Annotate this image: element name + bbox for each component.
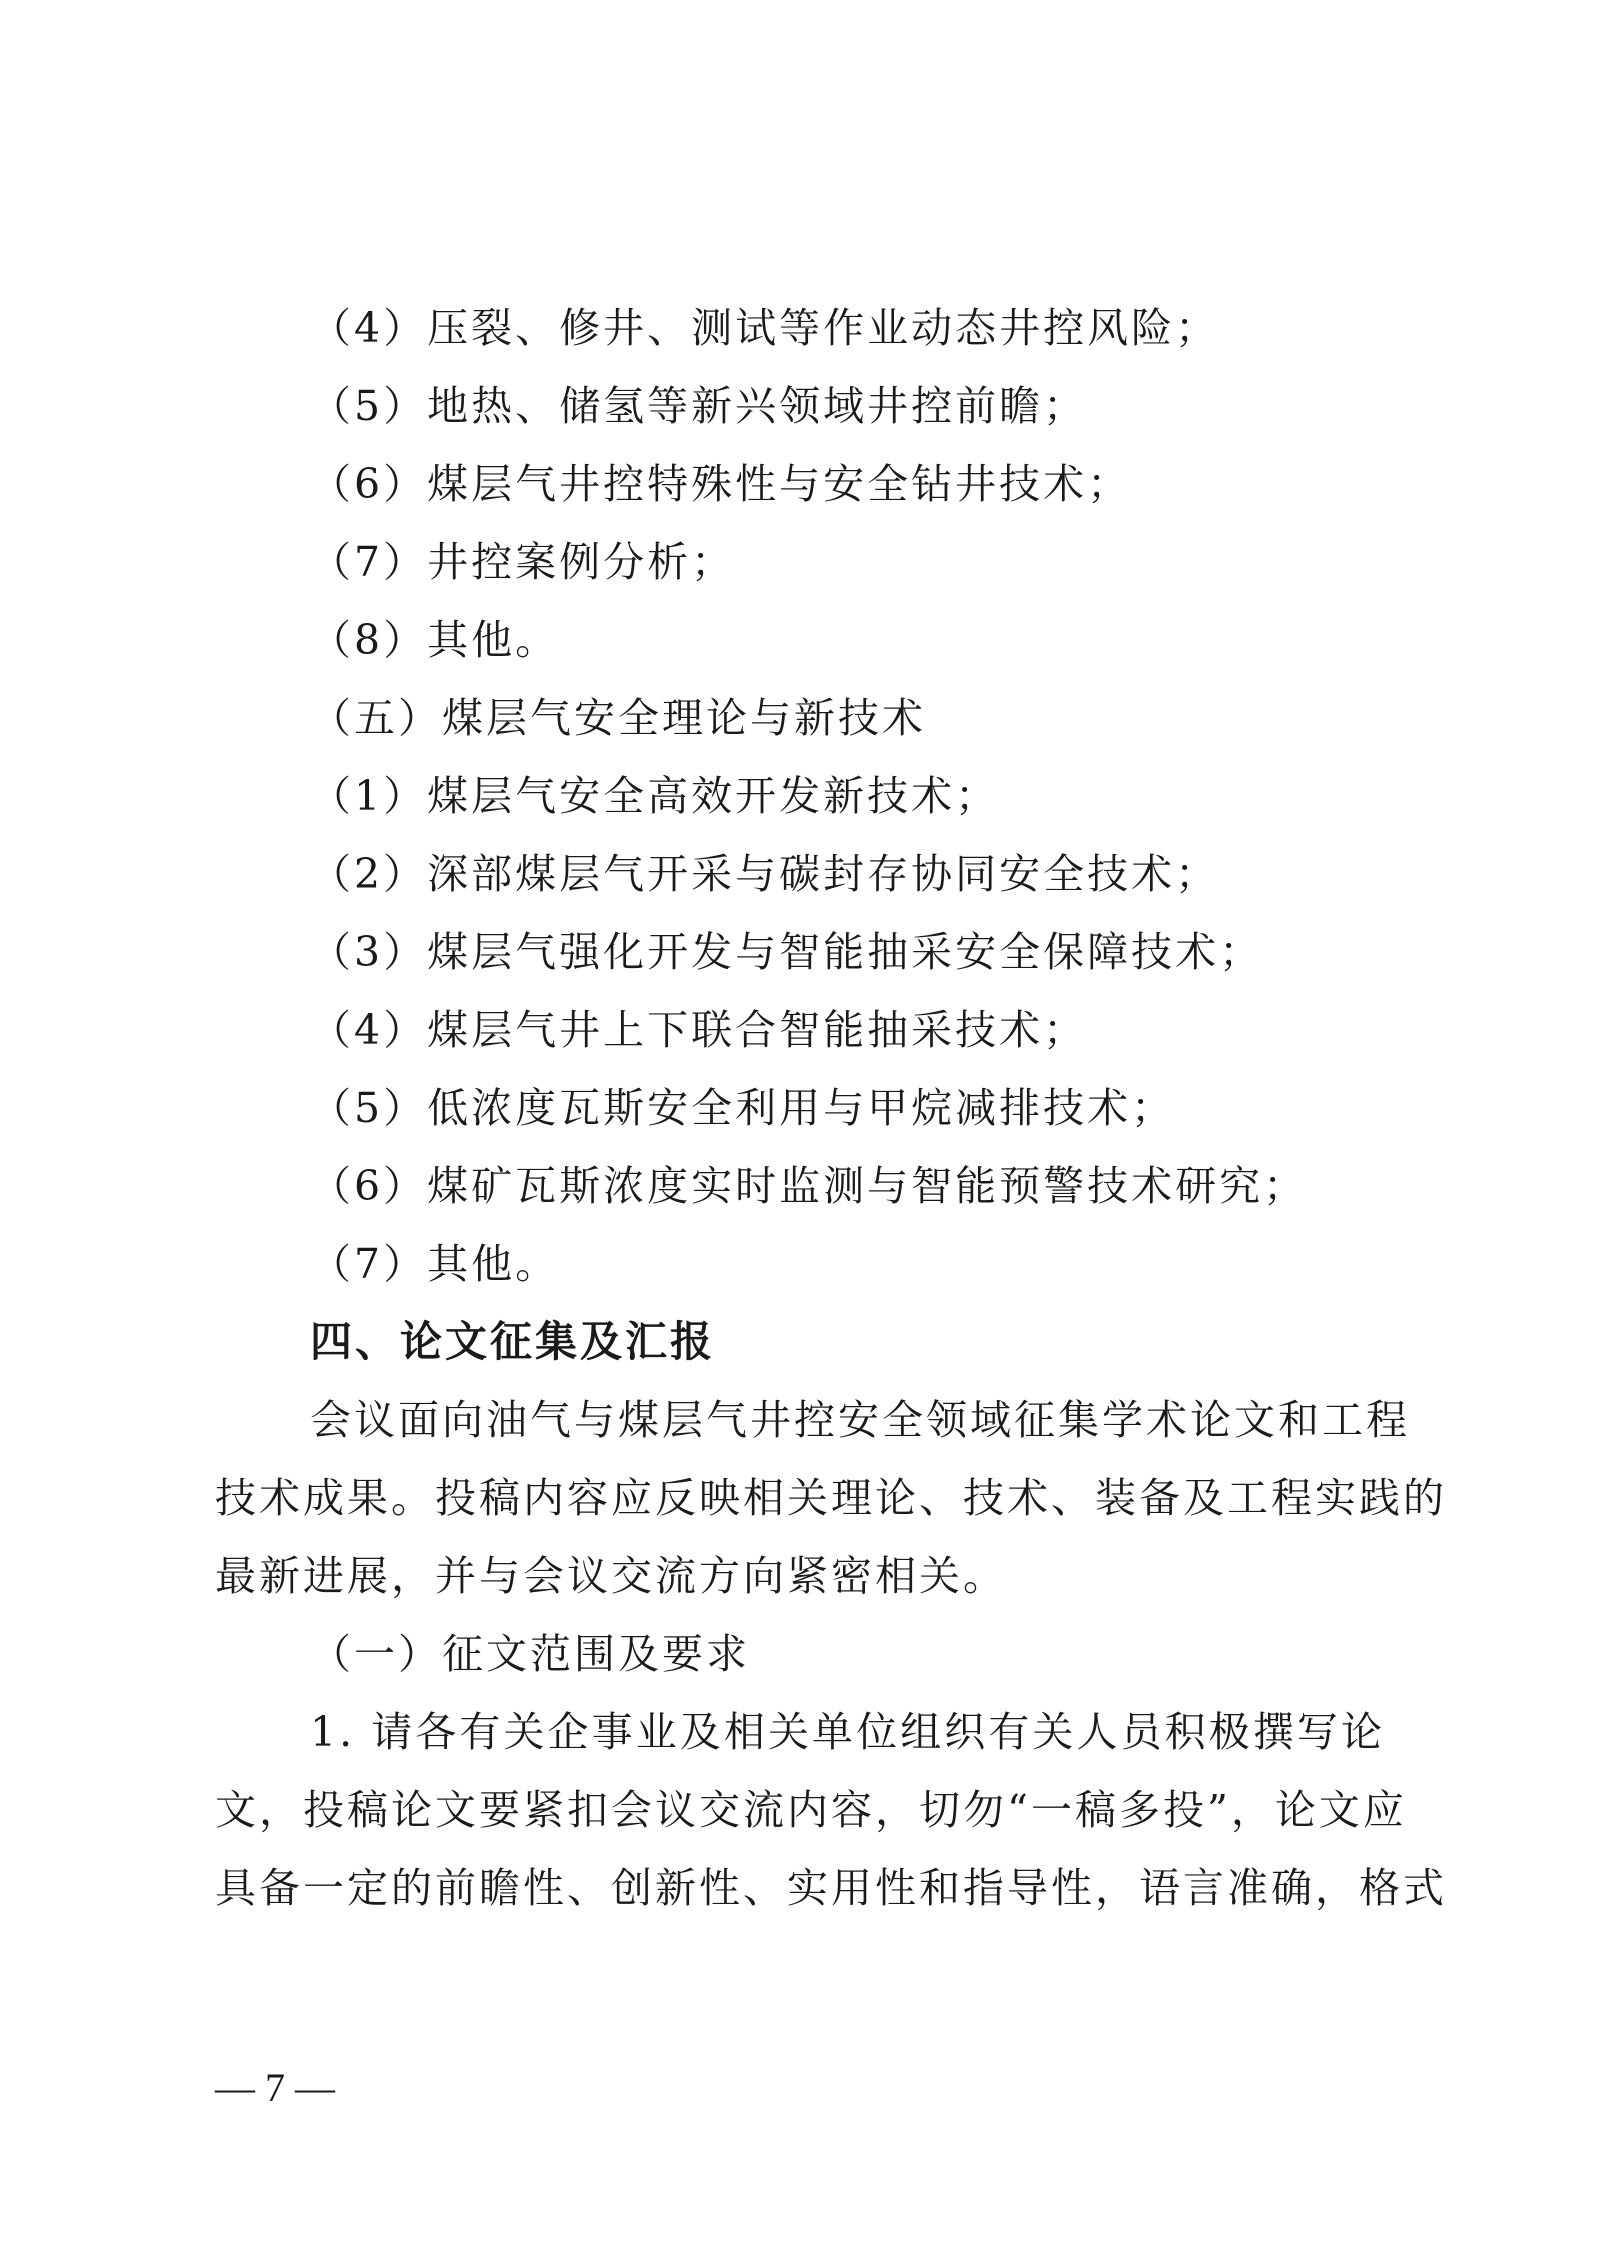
list-item: （7）其他。 bbox=[310, 1240, 560, 1288]
list-item: （6）煤矿瓦斯浓度实时监测与智能预警技术研究； bbox=[310, 1162, 1308, 1210]
list-item: （4）压裂、修井、测试等作业动态井控风险； bbox=[310, 304, 1220, 352]
paragraph-line: 1. 请各有关企事业及相关单位组织有关人员积极撰写论 bbox=[310, 1708, 1385, 1756]
list-item: （7）井控案例分析； bbox=[310, 538, 736, 586]
paragraph-line: 最新进展，并与会议交流方向紧密相关。 bbox=[215, 1552, 1007, 1600]
section-heading: 四、论文征集及汇报 bbox=[310, 1317, 716, 1366]
list-item: （1）煤层气安全高效开发新技术； bbox=[310, 772, 1000, 820]
list-item: （3）煤层气强化开发与智能抽采安全保障技术； bbox=[310, 928, 1264, 976]
list-item: （2）深部煤层气开采与碳封存协同安全技术； bbox=[310, 850, 1220, 898]
paragraph-line: 文，投稿论文要紧扣会议交流内容，切勿“一稿多投”，论文应 bbox=[215, 1786, 1407, 1834]
list-item: （5）低浓度瓦斯安全利用与甲烷减排技术； bbox=[310, 1084, 1176, 1132]
list-item: （5）地热、储氢等新兴领域井控前瞻； bbox=[310, 382, 1088, 430]
subsection-heading: （五）煤层气安全理论与新技术 bbox=[310, 694, 926, 742]
list-item: （4）煤层气井上下联合智能抽采技术； bbox=[310, 1006, 1088, 1054]
paragraph-line: 技术成果。投稿内容应反映相关理论、技术、装备及工程实践的 bbox=[215, 1474, 1447, 1522]
list-item: （6）煤层气井控特殊性与安全钻井技术； bbox=[310, 460, 1132, 508]
paragraph-line: 会议面向油气与煤层气井控安全领域征集学术论文和工程 bbox=[310, 1396, 1410, 1444]
list-item: （8）其他。 bbox=[310, 616, 560, 664]
subsection-heading: （一）征文范围及要求 bbox=[310, 1630, 750, 1678]
paragraph-line: 具备一定的前瞻性、创新性、实用性和指导性，语言准确，格式 bbox=[215, 1864, 1447, 1912]
page-number: — 7 — bbox=[215, 2065, 335, 2110]
